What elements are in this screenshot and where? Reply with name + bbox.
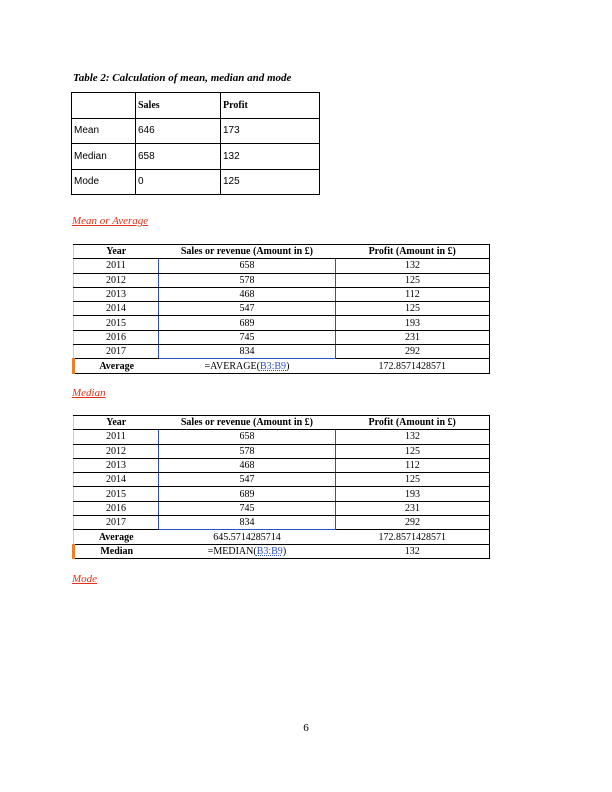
year-cell: 2013 xyxy=(74,287,159,301)
median-formula-cell[interactable] xyxy=(158,544,335,558)
year-cell: 2017 xyxy=(74,516,159,530)
summary-table xyxy=(71,92,320,195)
summary-row-mean xyxy=(72,118,320,144)
year-cell: 2011 xyxy=(74,259,159,273)
table-row xyxy=(74,316,490,330)
summary-header-row xyxy=(72,93,320,119)
year-cell: 2015 xyxy=(74,487,159,501)
year-cell: 2014 xyxy=(74,473,159,487)
profit-median-cell: 132 xyxy=(335,544,489,558)
profit-cell: 125 xyxy=(335,302,489,316)
profit-average-cell: 172.8571428571 xyxy=(335,530,489,544)
table-row xyxy=(74,259,490,273)
sales-cell: 468 xyxy=(158,287,335,301)
profit-cell: 292 xyxy=(335,345,489,359)
header-sales: Sales or revenue (Amount in £) xyxy=(158,416,335,430)
mean-spreadsheet xyxy=(72,244,490,374)
summary-cell: 125 xyxy=(221,169,320,195)
average-formula-cell[interactable] xyxy=(158,359,335,373)
table-row xyxy=(74,430,490,444)
sales-cell: 468 xyxy=(158,458,335,472)
header-year: Year xyxy=(74,416,159,430)
year-cell: 2016 xyxy=(74,330,159,344)
summary-header-cell xyxy=(72,93,136,119)
table-caption: Table 2: Calculation of mean, median and mode xyxy=(73,72,292,84)
mode-section-heading[interactable]: Mode xyxy=(72,573,98,585)
summary-row-median xyxy=(72,144,320,170)
summary-header-cell: Sales xyxy=(136,93,221,119)
profit-cell: 193 xyxy=(335,316,489,330)
sales-cell: 745 xyxy=(158,330,335,344)
profit-cell: 292 xyxy=(335,516,489,530)
average-label: Average xyxy=(74,359,159,373)
profit-cell: 231 xyxy=(335,330,489,344)
sales-cell: 834 xyxy=(158,516,335,530)
profit-cell: 231 xyxy=(335,501,489,515)
formula-suffix: ) xyxy=(282,545,287,557)
summary-cell: 132 xyxy=(221,144,320,170)
profit-cell: 125 xyxy=(335,473,489,487)
sales-cell: 689 xyxy=(158,487,335,501)
table-row xyxy=(74,501,490,515)
sales-cell: 547 xyxy=(158,473,335,487)
header-sales: Sales or revenue (Amount in £) xyxy=(158,245,335,259)
page-number: 6 xyxy=(303,722,309,734)
table-row xyxy=(74,287,490,301)
profit-cell: 193 xyxy=(335,487,489,501)
table-row xyxy=(74,516,490,530)
profit-average-cell: 172.8571428571 xyxy=(335,359,489,373)
profit-cell: 112 xyxy=(335,287,489,301)
sales-cell: 689 xyxy=(158,316,335,330)
year-cell: 2017 xyxy=(74,345,159,359)
formula-range-ref: B3:B9 xyxy=(256,545,283,557)
profit-cell: 125 xyxy=(335,444,489,458)
year-cell: 2013 xyxy=(74,458,159,472)
table-row xyxy=(74,473,490,487)
summary-row-mode xyxy=(72,169,320,195)
table-row xyxy=(74,345,490,359)
sales-cell: 578 xyxy=(158,444,335,458)
header-profit: Profit (Amount in £) xyxy=(335,416,489,430)
profit-cell: 132 xyxy=(335,259,489,273)
average-row xyxy=(74,530,490,544)
year-cell: 2012 xyxy=(74,273,159,287)
sales-cell: 578 xyxy=(158,273,335,287)
profit-cell: 132 xyxy=(335,430,489,444)
sheet-header-row xyxy=(74,416,490,430)
median-section-heading[interactable]: Median xyxy=(72,387,106,399)
formula-suffix: ) xyxy=(286,360,290,372)
formula-prefix: =MEDIAN( xyxy=(207,545,257,557)
summary-cell: Mean xyxy=(72,118,136,144)
summary-header-cell: Profit xyxy=(221,93,320,119)
formula-range-ref: B3:B9 xyxy=(259,360,287,372)
summary-cell: 646 xyxy=(136,118,221,144)
sales-cell: 658 xyxy=(158,259,335,273)
summary-cell: Median xyxy=(72,144,136,170)
median-spreadsheet xyxy=(72,415,490,559)
profit-cell: 125 xyxy=(335,273,489,287)
table-row xyxy=(74,302,490,316)
table-row xyxy=(74,273,490,287)
sales-cell: 658 xyxy=(158,430,335,444)
summary-cell: 0 xyxy=(136,169,221,195)
year-cell: 2011 xyxy=(74,430,159,444)
year-cell: 2012 xyxy=(74,444,159,458)
header-profit: Profit (Amount in £) xyxy=(335,245,489,259)
table-row xyxy=(74,330,490,344)
table-row xyxy=(74,458,490,472)
average-row xyxy=(74,359,490,373)
sales-cell: 834 xyxy=(158,345,335,359)
year-cell: 2014 xyxy=(74,302,159,316)
median-row xyxy=(74,544,490,558)
sheet-header-row xyxy=(74,245,490,259)
average-label: Average xyxy=(74,530,159,544)
table-row xyxy=(74,444,490,458)
summary-cell: 173 xyxy=(221,118,320,144)
header-year: Year xyxy=(74,245,159,259)
formula-prefix: =AVERAGE( xyxy=(204,360,260,372)
sales-cell: 547 xyxy=(158,302,335,316)
year-cell: 2016 xyxy=(74,501,159,515)
summary-cell: Mode xyxy=(72,169,136,195)
mean-section-heading[interactable]: Mean or Average xyxy=(72,215,149,227)
sales-average-cell: 645.5714285714 xyxy=(158,530,335,544)
sales-cell: 745 xyxy=(158,501,335,515)
profit-cell: 112 xyxy=(335,458,489,472)
year-cell: 2015 xyxy=(74,316,159,330)
median-label: Median xyxy=(74,544,159,558)
table-row xyxy=(74,487,490,501)
summary-cell: 658 xyxy=(136,144,221,170)
